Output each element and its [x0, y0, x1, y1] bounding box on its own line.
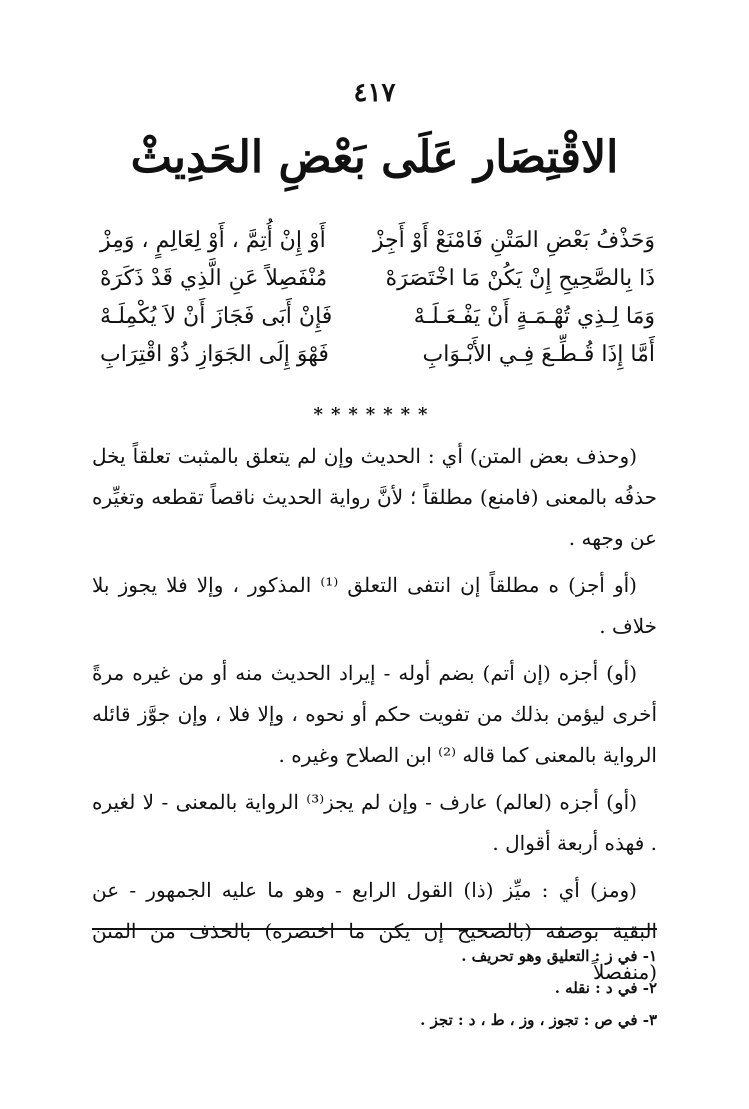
commentary-paragraph: (ومز) أي : ميِّز (ذا) القول الرابع - وهو ما عليه الجمهور - عن البقية بوصفه (بالصحيح إن يكن ما اختصره) بالحذف من المتن (منفصلاً	[92, 878, 657, 984]
page-title: الاقْتِصَار عَلَى بَعْضِ الحَدِيثْ	[130, 132, 619, 183]
verse-second-hemistich: فَإِنْ أَبَى فَجَازَ أَنْ لاَ يُكْمِلَـهْ	[100, 304, 333, 329]
footnote: ٣- في ص : تجوز ، وز ، ط ، د : تجز .	[420, 1011, 657, 1029]
commentary-text	[92, 436, 657, 999]
commentary-paragraph: (وحذف بعض المتن) أي : الحديث وإن لم يتعلق بالمثبت تعلقاً يخل حذفُه بالمعنى (فامنع) مطلقاً ؛ لأنَّ رواية الحديث ناقصاً تقطعه وتغيِّره عن وجهه .	[92, 444, 657, 550]
commentary-paragraph: (أو أجز) ه مطلقاً إن انتفى التعلق ⁽¹⁾ المذكور ، وإلا فلا يجوز بلا خلاف .	[92, 573, 657, 638]
footnotes	[92, 940, 657, 1036]
footnote: ٢- في د : نقله .	[554, 979, 657, 997]
poem-verse	[100, 266, 655, 304]
verse-first-hemistich: ذَا بِالصَّحِيحِ إِنْ يَكُنْ مَا اخْتَصَرَهْ	[385, 266, 655, 291]
footnote: ١- في ز : التعليق وهو تحريف .	[461, 947, 657, 965]
poem-verse	[100, 304, 655, 342]
poem-verse	[100, 228, 655, 266]
verse-first-hemistich: أَمَّا إِذَا قُـطِّـعَ فِـي الأَبْـوَابِ	[422, 342, 655, 367]
poem-verse	[100, 342, 655, 380]
footnote-divider	[92, 928, 657, 930]
poem-block	[100, 228, 655, 380]
verse-first-hemistich: وَحَذْفُ بَعْضِ المَتْنِ فَامْنَعْ أَوْ أَجِزْ	[372, 228, 655, 253]
verse-first-hemistich: وَمَا لِـذِي تُهْـمَـةٍ أَنْ يَفْـعَـلَـهْ	[413, 304, 655, 329]
commentary-paragraph: (أو) أجزه (لعالم) عارف - وإن لم يجز⁽³⁾ الرواية بالمعنى - لا لغيره . فهذه أربعة أقوال .	[92, 790, 657, 855]
verse-second-hemistich: أَوْ إِنْ أُتِمَّ ، أَوْ لِعَالِمٍ ، وَمِزْ	[100, 228, 326, 253]
asterisk-separator: *******	[313, 404, 436, 425]
commentary-paragraph: (أو) أجزه (إن أتم) بضم أوله - إيراد الحديث منه أو من غيره مرةً أخرى ليؤمن بذلك من تفويت حكم أو نحوه ، وإلا فلا ، وإن جوَّز قائله الرواية بالمعنى كما قاله ⁽²⁾ ابن الصلاح وغيره .	[92, 661, 657, 767]
verse-second-hemistich: فَهْوَ إِلَى الجَوَازِ ذُوْ اقْتِرَابِ	[100, 342, 329, 367]
page-number: ٤١٧	[353, 78, 396, 108]
verse-second-hemistich: مُنْفَصِلاً عَنِ الَّذِي قَدْ ذَكَرَهْ	[100, 266, 328, 291]
